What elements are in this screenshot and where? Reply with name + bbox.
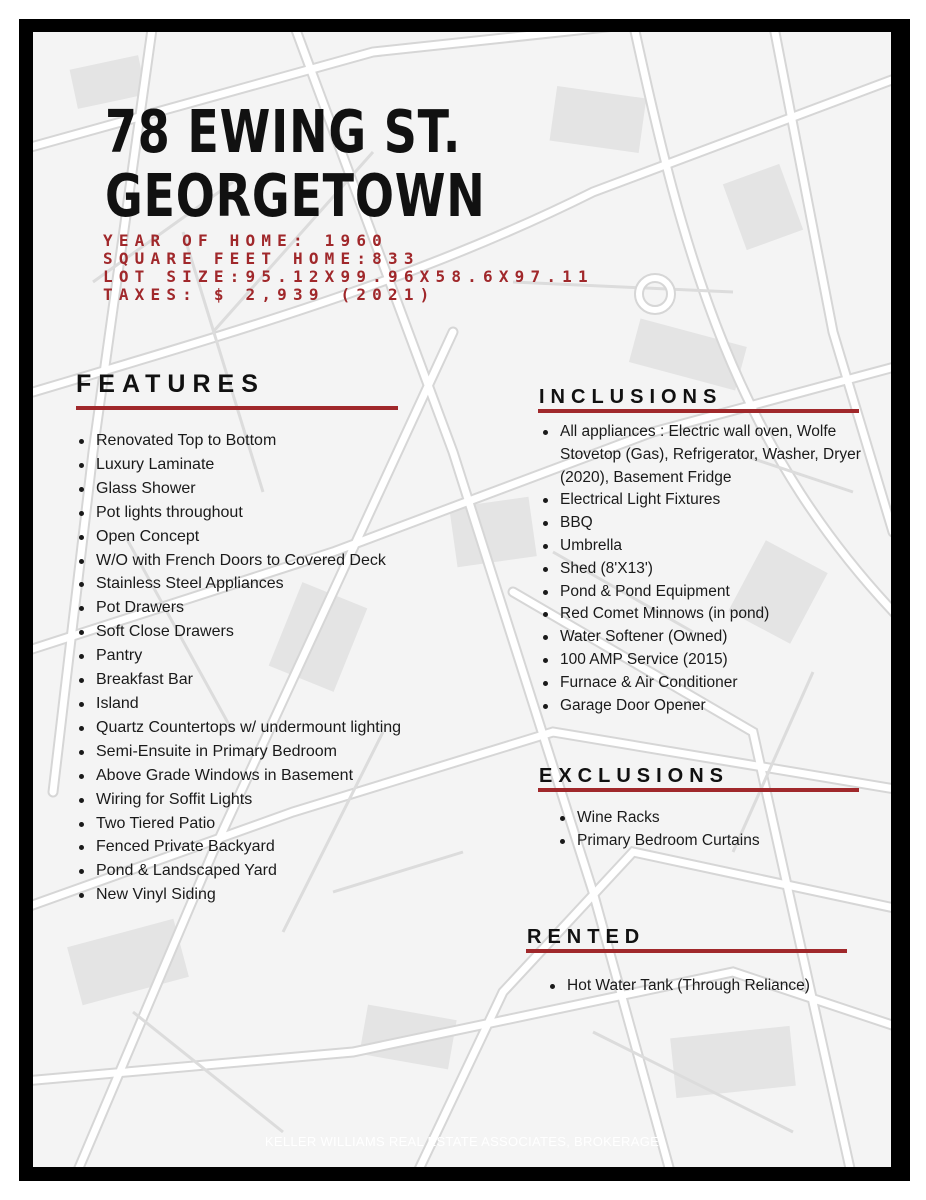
list-item: Wiring for Soffit Lights <box>76 788 496 812</box>
flyer-sheet <box>33 32 891 1167</box>
list-item: Two Tiered Patio <box>76 812 496 836</box>
list-item: Open Concept <box>76 525 496 549</box>
list-item: Primary Bedroom Curtains <box>557 830 877 853</box>
list-item: Island <box>76 692 496 716</box>
list-item: Pot Drawers <box>76 596 496 620</box>
list-item: Semi-Ensuite in Primary Bedroom <box>76 740 496 764</box>
list-item: W/O with French Doors to Covered Deck <box>76 549 496 573</box>
list-item: All appliances : Electric wall oven, Wolfe Stovetop (Gas), Refrigerator, Washer, Dryer (2020), Basement Fridge <box>540 421 880 489</box>
exclusions-divider <box>538 788 859 792</box>
fact-year: YEAR OF HOME: 1960 <box>103 231 388 250</box>
list-item: Wine Racks <box>557 807 877 830</box>
fact-lot-size: LOT SIZE:95.12X99.96X58.6X97.11 <box>103 267 594 286</box>
inclusions-list <box>540 421 880 717</box>
list-item: Renovated Top to Bottom <box>76 429 496 453</box>
exclusions-list <box>557 807 877 853</box>
list-item: Red Comet Minnows (in pond) <box>540 603 880 626</box>
list-item: Soft Close Drawers <box>76 620 496 644</box>
list-item: Pond & Pond Equipment <box>540 581 880 604</box>
list-item: Pantry <box>76 644 496 668</box>
property-address-title <box>105 97 486 230</box>
property-facts <box>103 232 594 304</box>
list-item: Water Softener (Owned) <box>540 626 880 649</box>
list-item: Pot lights throughout <box>76 501 496 525</box>
list-item: Above Grade Windows in Basement <box>76 764 496 788</box>
list-item: Quartz Countertops w/ undermount lighting <box>76 716 496 740</box>
list-item: Shed (8'X13') <box>540 558 880 581</box>
list-item: Pond & Landscaped Yard <box>76 859 496 883</box>
list-item: Garage Door Opener <box>540 695 880 718</box>
inclusions-divider <box>538 409 859 413</box>
rented-list <box>547 975 867 998</box>
features-list <box>76 429 496 907</box>
inclusions-heading: INCLUSIONS <box>539 386 723 408</box>
rented-divider <box>526 949 847 953</box>
list-item: Glass Shower <box>76 477 496 501</box>
list-item: Umbrella <box>540 535 880 558</box>
features-divider <box>76 406 398 410</box>
address-city: GEORGETOWN <box>105 161 486 230</box>
list-item: Furnace & Air Conditioner <box>540 672 880 695</box>
list-item: Hot Water Tank (Through Reliance) <box>547 975 867 998</box>
list-item: Fenced Private Backyard <box>76 835 496 859</box>
list-item: New Vinyl Siding <box>76 883 496 907</box>
list-item: Breakfast Bar <box>76 668 496 692</box>
brokerage-footer: KELLER WILLIAMS REAL ESTATE ASSOCIATES, BROKERAGE <box>264 1134 660 1149</box>
fact-square-feet: SQUARE FEET HOME:833 <box>103 249 420 268</box>
address-street: 78 EWING ST. <box>105 97 462 166</box>
list-item: Luxury Laminate <box>76 453 496 477</box>
rented-heading: RENTED <box>527 926 646 948</box>
exclusions-heading: EXCLUSIONS <box>539 765 730 787</box>
list-item: Stainless Steel Appliances <box>76 572 496 596</box>
features-heading: FEATURES <box>76 370 265 398</box>
fact-taxes: TAXES: $ 2,939 (2021) <box>103 285 436 304</box>
list-item: Electrical Light Fixtures <box>540 489 880 512</box>
list-item: 100 AMP Service (2015) <box>540 649 880 672</box>
list-item: BBQ <box>540 512 880 535</box>
